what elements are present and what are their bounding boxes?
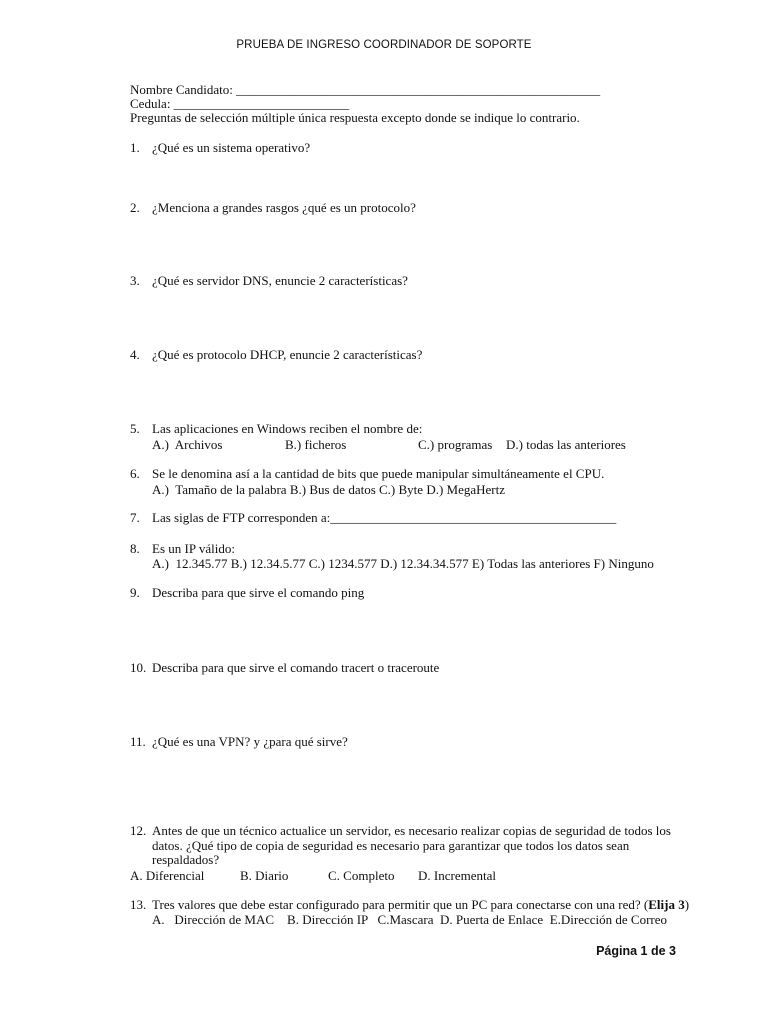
question-text: ¿Qué es una VPN? y ¿para qué sirve? [152,734,348,749]
question-number: 10. [130,660,147,675]
question-text: Se le denomina así a la cantidad de bits que puede manipular simultáneamente el CPU. [152,466,605,481]
question-12 [130,823,671,838]
candidate-name-field: Nombre Candidato: ________________________________________________________ [130,82,601,97]
question-number: 9. [130,585,140,600]
question-text: Las aplicaciones en Windows reciben el nombre de: [152,421,423,436]
question-number: 12. [130,823,147,838]
question-5 [130,421,422,436]
question-emphasis: Elija 3 [648,897,685,912]
question-text: Es un IP válido: [152,541,235,556]
question-number: 7. [130,510,140,525]
question-number: 13. [130,897,147,912]
question-number: 1. [130,140,140,155]
question-text: ¿Qué es protocolo DHCP, enuncie 2 características? [152,347,423,362]
page-number: Página 1 de 3 [596,944,676,958]
question-2 [130,200,416,215]
question-text: Describa para que sirve el comando tracert o traceroute [152,660,440,675]
question-number: 5. [130,421,140,436]
option-c: C. Completo [328,868,395,883]
question-number: 2. [130,200,140,215]
option-d: D. Incremental [418,868,496,883]
question-number: 11. [130,734,146,749]
question-number: 3. [130,273,140,288]
option-b: B.) ficheros [285,437,347,452]
question-1 [130,140,310,155]
question-text: Antes de que un técnico actualice un servidor, es necesario realizar copias de seguridad de todos los [152,823,671,838]
option-d: D.) todas las anteriores [506,437,626,452]
question-9 [130,585,364,600]
question-text: ¿Qué es un sistema operativo? [152,140,311,155]
question-11 [130,734,348,749]
question-7 [130,510,616,525]
options-line: A.) 12.345.77 B.) 12.34.5.77 C.) 1234.577 D.) 12.34.34.577 E) Todas las anteriores F) Ninguno [152,556,654,571]
question-number: 8. [130,541,140,556]
option-a: A. Diferencial [130,868,205,883]
option-b: B. Diario [240,868,289,883]
question-text-line-3: respaldados? [152,852,220,867]
question-text: ¿Menciona a grandes rasgos ¿qué es un protocolo? [152,200,416,215]
question-4 [130,347,422,362]
question-text-line-2: datos. ¿Qué tipo de copia de seguridad es necesario para garantizar que todos los datos sean [152,838,630,853]
question-13 [130,897,689,912]
question-6 [130,466,604,481]
question-text: Tres valores que debe estar configurado para permitir que un PC para conectarse con una red? ( [152,897,649,912]
question-number: 4. [130,347,140,362]
options-line: A. Dirección de MAC B. Dirección IP C.Mascara D. Puerta de Enlace E.Dirección de Correo [152,912,668,927]
instructions: Preguntas de selección múltiple única respuesta excepto donde se indique lo contrario. [130,110,580,125]
question-number: 6. [130,466,140,481]
question-3 [130,273,408,288]
option-a: A.) Archivos [152,437,223,452]
question-text: Describa para que sirve el comando ping [152,585,365,600]
page-title: PRUEBA DE INGRESO COORDINADOR DE SOPORTE [236,39,532,51]
option-c: C.) programas [418,437,493,452]
question-text: Las siglas de FTP corresponden a:____________________________________________ [152,510,617,525]
question-10 [130,660,439,675]
question-text: ¿Qué es servidor DNS, enuncie 2 características? [152,273,408,288]
options-line: A.) Tamaño de la palabra B.) Bus de datos C.) Byte D.) MegaHertz [152,482,505,497]
question-8 [130,541,235,556]
cedula-field: Cedula: ___________________________ [130,96,350,111]
question-text-end: ) [684,897,690,912]
